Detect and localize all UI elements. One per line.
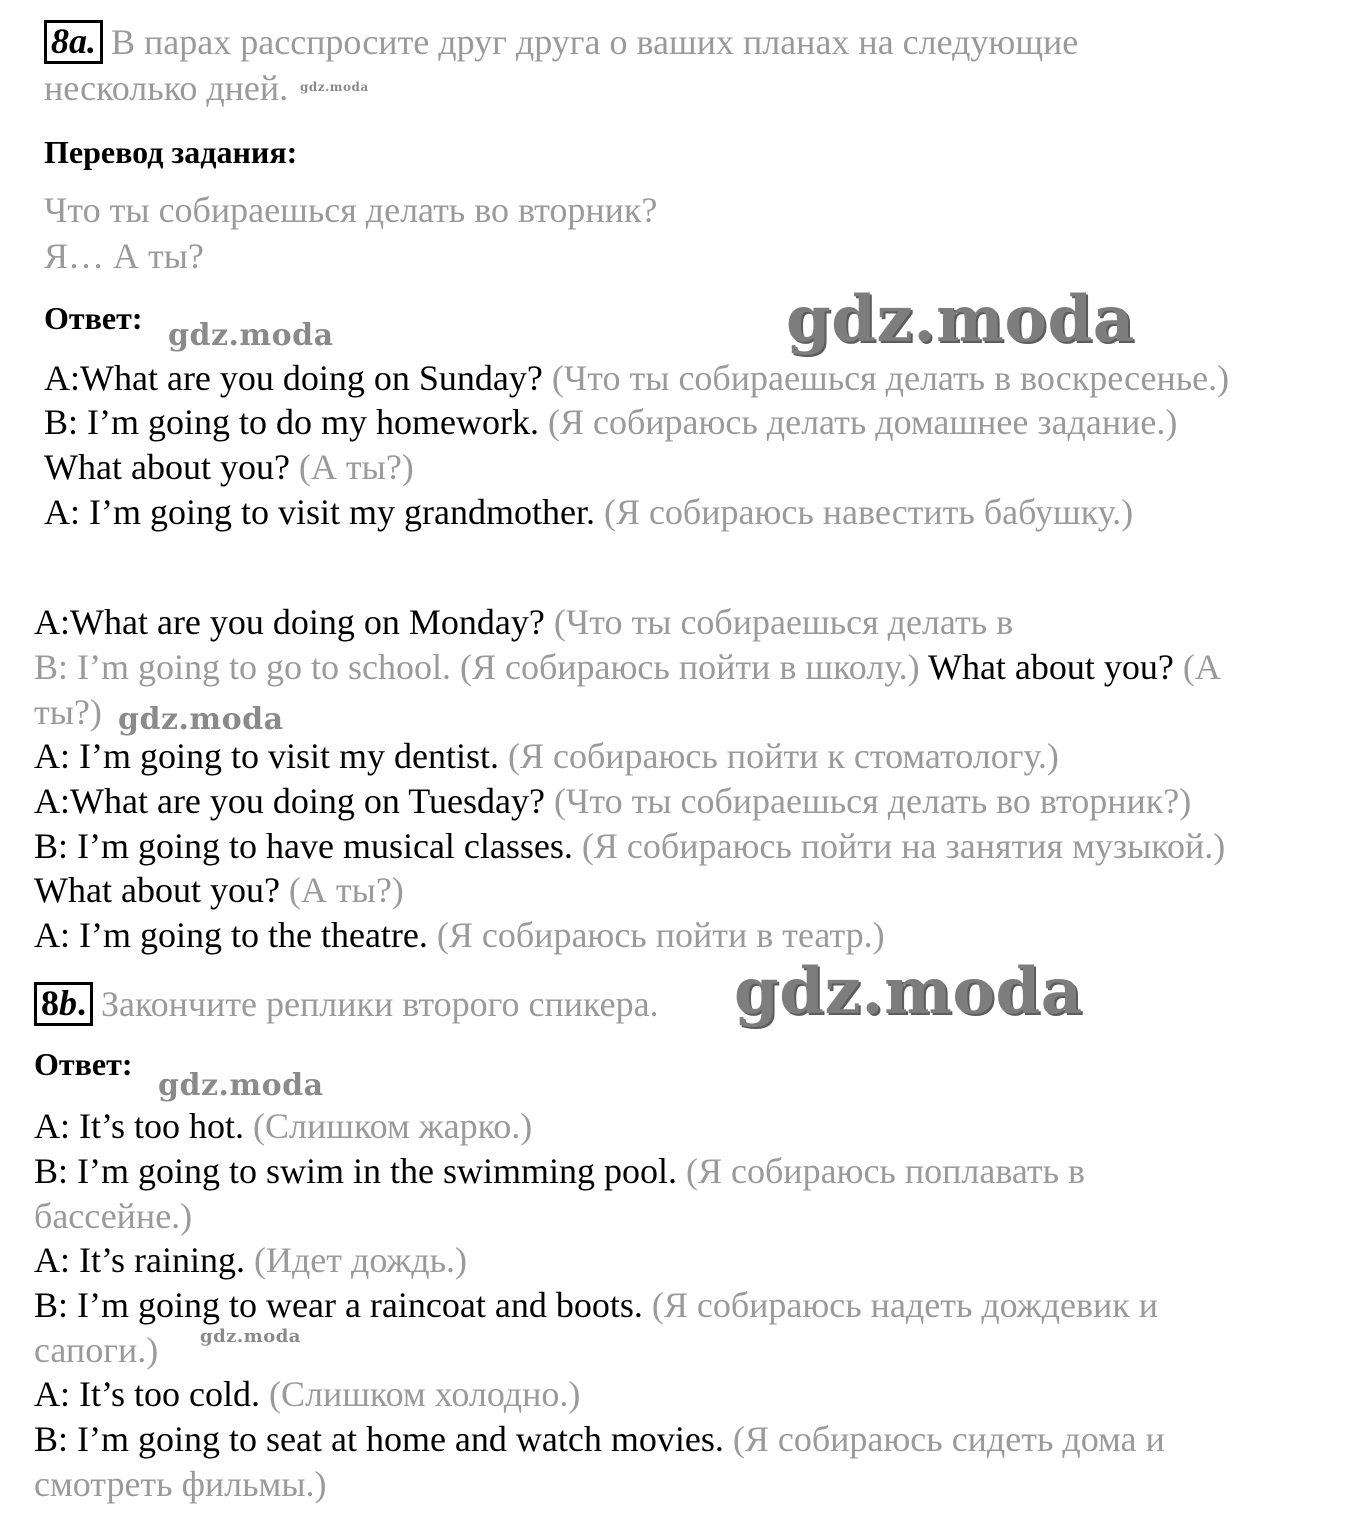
dialog-line — [34, 1283, 1158, 1327]
english-text: A: I’m going to visit my dentist. — [34, 736, 508, 776]
watermark: gdz.moda — [158, 1068, 324, 1103]
watermark: gdz.moda — [200, 1326, 301, 1347]
english-text: B: I’m going to wear a raincoat and boots. — [34, 1285, 652, 1325]
russian-text: (Я собираюсь пойти в театр.) — [436, 915, 885, 955]
dialog-line: ты?) — [34, 692, 102, 732]
dialog-line — [44, 490, 1133, 534]
english-text: A: I’m going to visit my grandmother. — [44, 492, 604, 532]
dialog-line — [34, 913, 885, 957]
english-text: B: I’m going to do my homework. — [44, 402, 548, 442]
answer-header: Ответ: — [34, 1046, 133, 1082]
dialog-line — [34, 868, 404, 912]
dialog-line — [34, 645, 1221, 689]
translation-line: Я… А ты? — [44, 236, 204, 276]
dialog-line — [34, 1417, 1165, 1461]
translation-line: Что ты собираешься делать во вторник? — [44, 190, 658, 230]
dialog-line — [34, 734, 1059, 778]
watermark: gdz.moda — [734, 954, 1083, 1029]
dialog-line — [44, 400, 1177, 444]
dialog-line — [44, 445, 414, 489]
russian-text: (Что ты собираешься делать в — [553, 602, 1014, 642]
english-text: What about you? — [44, 447, 299, 487]
english-text: A: It’s raining. — [34, 1240, 254, 1280]
answer-header: Ответ: — [44, 300, 143, 336]
russian-text: (Я собираюсь делать домашнее задание.) — [547, 402, 1178, 442]
english-text: B: I’m going to swim in the swimming pool. — [34, 1151, 687, 1191]
russian-text: (Идет дождь.) — [253, 1240, 468, 1280]
russian-text: (Слишком жарко.) — [253, 1106, 533, 1146]
russian-text: (А — [1182, 647, 1221, 687]
english-text: A: It’s too hot. — [34, 1106, 254, 1146]
dialog-line — [44, 356, 1229, 400]
russian-text: (Что ты собираешься делать в воскресенье.) — [551, 358, 1230, 398]
watermark: gdz.moda — [168, 318, 334, 353]
russian-text: (А ты?) — [298, 447, 414, 487]
dialog-line — [34, 1104, 532, 1148]
english-text: What about you? — [927, 647, 1183, 687]
russian-text: (Слишком холодно.) — [268, 1374, 581, 1414]
english-text: B: I’m going to seat at home and watch movies. — [34, 1419, 733, 1459]
russian-text: (Я собираюсь сидеть дома и — [732, 1419, 1165, 1459]
english-text: A: I’m going to the theatre. — [34, 915, 437, 955]
russian-text: (Я собираюсь пойти на занятия музыкой.) — [581, 826, 1226, 866]
english-text: B: I’m going to go to school. — [34, 647, 460, 687]
exercise-number-badge: 8b. — [34, 982, 93, 1026]
watermark: gdz.moda — [300, 80, 369, 94]
exercise-8b-task — [34, 982, 659, 1026]
dialog-line — [34, 1149, 1085, 1193]
russian-text: (Я собираюсь надеть дождевик и — [651, 1285, 1158, 1325]
task-text: Закончите реплики второго спикера. — [101, 984, 659, 1024]
english-text: B: I’m going to have musical classes. — [34, 826, 582, 866]
dialog-line — [34, 779, 1191, 823]
english-text: A:What are you doing on Monday? — [34, 602, 554, 642]
dialog-line: сапоги.) — [34, 1330, 159, 1370]
dialog-line: бассейне.) — [34, 1196, 193, 1236]
russian-text: (Я собираюсь навестить бабушку.) — [603, 492, 1134, 532]
russian-text: (Я собираюсь поплавать в — [686, 1151, 1086, 1191]
dialog-line — [34, 824, 1225, 868]
translation-header: Перевод задания: — [44, 134, 298, 170]
english-text: A: It’s too cold. — [34, 1374, 269, 1414]
exercise-number-badge: 8a. — [44, 20, 103, 64]
english-text: What about you? — [34, 870, 289, 910]
russian-text: (Я собираюсь пойти в школу.) — [460, 647, 928, 687]
task-text: В парах расспросите друг друга о ваших планах на следующие — [111, 22, 1079, 62]
task-text-cont: несколько дней. — [44, 68, 289, 108]
dialog-line — [34, 600, 1013, 644]
watermark: gdz.moda — [118, 702, 284, 737]
english-text: A:What are you doing on Tuesday? — [34, 781, 554, 821]
russian-text: (Я собираюсь пойти к стоматологу.) — [508, 736, 1059, 776]
dialog-line — [34, 1372, 580, 1416]
dialog-line — [34, 1238, 467, 1282]
watermark: gdz.moda — [786, 282, 1135, 357]
dialog-line: смотреть фильмы.) — [34, 1464, 327, 1504]
russian-text: (Что ты собираешься делать во вторник?) — [553, 781, 1192, 821]
exercise-8a-task — [44, 20, 1078, 64]
english-text: A:What are you doing on Sunday? — [44, 358, 552, 398]
russian-text: (А ты?) — [288, 870, 404, 910]
